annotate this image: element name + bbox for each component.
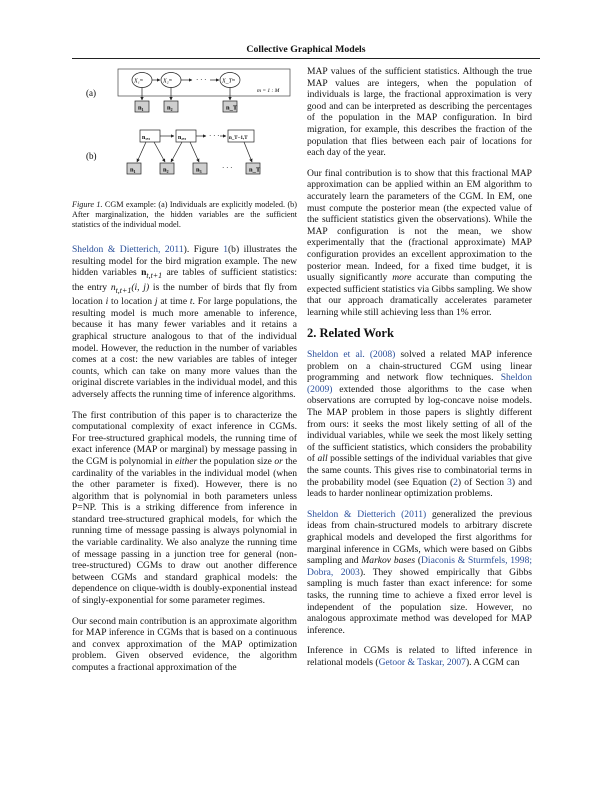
emphasis: more xyxy=(392,272,412,284)
ellipsis-b-bottom: · · · xyxy=(222,164,233,172)
text-run: generalized the previous ideas from chain-structured models to arbitrary discrete graphical models and developed the first algorithms for marginal inference in CGMs, which were based on Gibbs sampling and xyxy=(307,508,532,567)
top-n12-label: n₁,₂ xyxy=(142,135,151,141)
text-run: extended those algorithms to the case when observations are corrupted by log-concave noise models. The MAP problem in those papers is slightly different from ours: it seeks the most likely setting of all of the individual variables, while we seek the most likely setting of the sufficient statistics, which considers the probability of xyxy=(307,383,532,465)
math-symbol: j xyxy=(154,296,158,308)
panel-b-label: (b) xyxy=(86,151,97,161)
caption-label: Figure 1. xyxy=(72,200,103,209)
text-run: Inference in CGMs is related to lifted inference in relational models ( xyxy=(307,645,532,668)
emphasis: all xyxy=(317,453,328,465)
right-paragraph-4 xyxy=(307,509,532,637)
bottom-n3-label: n₃ xyxy=(196,166,202,174)
text-run: is the number of birds that fly from location xyxy=(72,281,298,308)
section-ref-link[interactable]: 3 xyxy=(507,476,512,488)
edge-nt1t-nt xyxy=(244,142,252,162)
text-run: ) of Section xyxy=(457,476,508,488)
text-run: ). A CGM can xyxy=(465,656,520,668)
math-symbol: i xyxy=(105,296,109,308)
left-paragraph-3: Our second main contribution is an approximate algorithm for MAP inference in CGMs that is based on a continuous and convex approximation of the MAP optimization problem. Given observed evidence, the algorithm computes a fractional approximation of the xyxy=(72,615,297,673)
panel-a-label: (a) xyxy=(86,88,96,98)
ellipsis-b-top: · · · xyxy=(209,132,220,140)
figure-1-diagram xyxy=(72,66,297,194)
bottom-n1-label: n₁ xyxy=(130,166,136,174)
math-subscript: t,t+1 xyxy=(146,271,163,281)
ellipsis-a: · · · xyxy=(196,76,207,84)
running-head: Collective Graphical Models xyxy=(246,44,366,55)
emphasis: or xyxy=(274,455,283,467)
figure-caption xyxy=(72,200,297,230)
top-n23-label: n₂,₃ xyxy=(178,135,187,141)
citation-link[interactable]: Sheldon (2009) xyxy=(307,372,532,395)
citation-link[interactable]: Sheldon & Dietterich (2011) xyxy=(307,508,427,520)
text-run: possible settings of the individual variables that give the same counts. This gives rise to combinatorial terms in the probability model (see Equation ( xyxy=(307,453,533,488)
citation-link[interactable]: Sheldon & Dietterich, 2011 xyxy=(72,244,184,255)
right-paragraph-1: MAP values of the sufficient statistics. Although the true MAP values are integers, when the population of individuals is large, the fractional approximation is very good and can be interpreted as describing the percentages of the population in the MAP configuration. In bird migration, for example, this describes the fraction of the population that flies between each pair of locations for each day of the year. xyxy=(307,66,532,159)
plate-label: m = 1 : M xyxy=(257,88,280,94)
section-heading: 2. Related Work xyxy=(307,326,394,341)
edge-n23-n3 xyxy=(190,142,199,162)
text-run: (b) illustrates the resulting model for the bird migration example. The new hidden variables xyxy=(72,244,297,279)
edge-n12-n2 xyxy=(154,142,165,162)
obs-n2-label: n₂ xyxy=(167,104,173,112)
math-symbol: t xyxy=(189,296,193,308)
right-paragraph-3 xyxy=(307,349,532,500)
emphasis: Markov bases xyxy=(361,555,416,567)
obs-nt-label: n_T xyxy=(226,104,238,112)
text-run: solved a related MAP inference problem on a chain-structured CGM using linear programming and network flow techniques. xyxy=(307,349,532,384)
text-run: ) and leads to harder nonlinear optimization problems. xyxy=(307,476,532,500)
equation-ref-link[interactable]: 2 xyxy=(453,476,458,488)
right-paragraph-5 xyxy=(307,645,532,668)
node-x2-label: X₂ᵐ xyxy=(163,78,172,85)
right-column xyxy=(307,66,532,678)
citation-link[interactable]: Diaconis & Sturmfels, 1998; Dobra, 2003 xyxy=(307,555,533,578)
text-run: at time xyxy=(157,296,190,308)
text-run: . For large populations, the resulting model is much more amenable to inference, because it has many fewer variables and it retains a graphical structure analogous to that of the individual model. However, the reduction in the number of variables comes at a cost: the new variables are tables of integer counts, which can take on many more values than the original discrete variables in the individual model, and this adversely affects the running time of inference algorithms. xyxy=(72,296,297,400)
edge-n23-n2 xyxy=(171,142,182,162)
math-symbol: n xyxy=(141,267,147,279)
text-run: Our final contribution is to show that this fractional MAP approximation can be applied within an EM algorithm to accurately learn the parameters of the CGM. In EM, one must compute the posterior mean (the expected value of the sufficient statistics given the observations). While the MAP configuration is not the mean, we show experimentally that the (fractional approximate) MAP configuration provides an excellent approximation to the posterior mean. Indeed, for a fixed time budget, it is usually significantly xyxy=(307,167,532,284)
text-run: ). Figure xyxy=(183,244,224,255)
bottom-nt-label: n_T xyxy=(249,166,261,174)
text-run: the cardinality of the variables in the individual model (when the other parameter is fixed). However, there is no algorithm that is polynomial in both parameters unless P=NP. This is a striking difference from inference in standard tree-structured graphical models, for which the running time of message passing is always polynomial in the variable cardinality. We also analyze the running time of message passing in a junction tree for general (non-tree-structured) CGMs to draw out another difference between CGMs and standard graphical models: the dependence on clique-width is doubly-exponential instead of singly-exponential for some parameter regimes. xyxy=(72,455,297,607)
figure-ref-link[interactable]: 1 xyxy=(223,244,228,255)
left-column xyxy=(72,66,297,683)
node-x1-label: X₁ᵐ xyxy=(134,78,143,85)
citation-link[interactable]: Getoor & Taskar, 2007 xyxy=(378,656,466,668)
left-paragraph-1 xyxy=(72,244,297,401)
caption-text: CGM example: (a) Individuals are explicitly modeled. (b) After marginalization, the hidden variables are the sufficient statistics of the individual model. xyxy=(72,200,298,229)
left-paragraph-2 xyxy=(72,410,297,607)
obs-n1-label: n₁ xyxy=(138,104,144,112)
math-subscript: t,t+1 xyxy=(115,285,132,295)
edge-n12-n1 xyxy=(137,142,146,162)
text-run: accurate than computing the expected sufficient statistics via Gibbs sampling. We show that our approach dramatically accelerates parameter learning while still achieving less than 1% error. xyxy=(307,272,532,318)
node-xt-label: X_Tᵐ xyxy=(222,78,235,85)
citation-link[interactable]: Sheldon et al. (2008) xyxy=(307,349,396,361)
right-paragraph-2 xyxy=(307,168,532,319)
text-run: to location xyxy=(108,296,155,308)
text-run: are tables of sufficient statistics: the entry xyxy=(72,267,297,293)
header-rule xyxy=(72,58,540,59)
text-run: ( xyxy=(415,555,422,567)
figure-1 xyxy=(72,66,297,194)
text-run: ). They showed empirically that Gibbs sampling is much faster than exact inference: for some tasks, the running time to achieve a fixed error level is independent of the population size. However, no analogous approximate method was developed for MAP inference. xyxy=(307,566,532,636)
bottom-n2-label: n₂ xyxy=(163,166,169,174)
text-run: The first contribution of this paper is to characterize the computational complexity of exact inference in CGMs. For tree-structured graphical models, the running time of exact inference (MAP or marginal) by message passing in the CGM is polynomial in xyxy=(72,409,297,467)
emphasis: either xyxy=(174,455,198,467)
math-symbol: n xyxy=(110,281,116,293)
top-nt1t-label: n_T−1,T xyxy=(229,136,248,141)
text-run: the population size xyxy=(197,455,275,467)
math-symbol: (i, j) xyxy=(131,281,150,293)
